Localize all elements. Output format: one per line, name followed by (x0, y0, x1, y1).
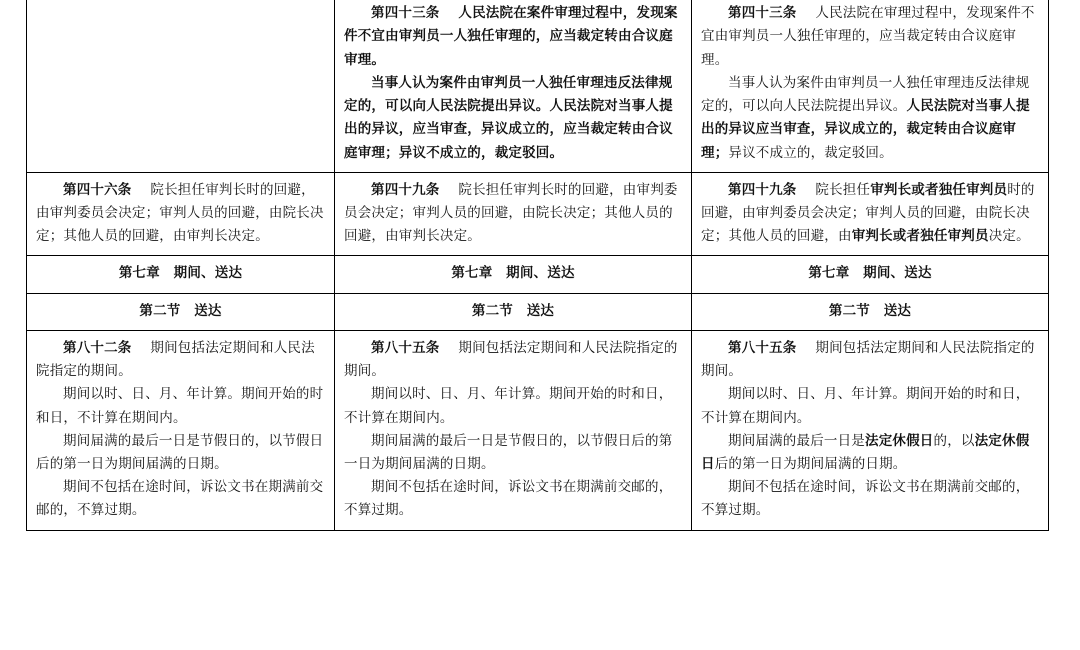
article-body-post: 时的回避，由审判委员会决定；审判人员的回避，由院长决定；其他人员的回避，由 (701, 181, 1035, 244)
table-row (27, 256, 1049, 293)
paragraph-article-85-final-p2: 期间以时、日、月、年计算。期间开始的时和日，不计算在期间内。 (701, 386, 1030, 425)
cell-col3-article-85 (692, 330, 1049, 530)
paragraph-article-82-p4: 期间不包括在途时间，诉讼文书在期满前交邮的，不算过期。 (36, 479, 324, 518)
paragraph-article-43-draft (344, 1, 682, 71)
article-body-emphasis: 人民法院对当事人提出的异议应当审查，异议成立的，裁定转由合议庭审理； (701, 98, 1030, 160)
cell-col2-article-85 (335, 330, 692, 530)
cell-col1-article-46 (27, 172, 335, 256)
article-number: 第八十五条 (371, 339, 440, 355)
table-row (27, 0, 1049, 172)
paragraph-article-43-final-2 (701, 71, 1039, 164)
article-body-emphasis-2: 法定休假日 (701, 432, 1030, 471)
comparison-table (26, 0, 1049, 531)
article-body-post: 后的第一日为期间届满的日期。 (714, 455, 907, 471)
table-row (27, 172, 1049, 256)
article-number: 第八十二条 (63, 339, 132, 355)
table-row (27, 293, 1049, 330)
paragraph-article-85-final-p1 (701, 336, 1039, 382)
article-body-mid: 的，以 (933, 432, 975, 448)
paragraph-article-85-final-p4: 期间不包括在途时间，诉讼文书在期满前交邮的，不算过期。 (701, 479, 1030, 518)
article-body: 院长担任审判长时的回避，由审判委员会决定；审判人员的回避，由院长决定；其他人员的回避，由审判长决定。 (36, 181, 324, 244)
cell-col3-chapter (692, 256, 1049, 293)
cell-col1-article-82 (27, 330, 335, 530)
paragraph-article-82-p3: 期间届满的最后一日是节假日的，以节假日后的第一日为期间届满的日期。 (36, 432, 324, 471)
cell-col1-article-43-empty (27, 0, 335, 172)
article-body-emphasis: 法定休假日 (865, 432, 934, 448)
article-number: 第四十六条 (63, 181, 132, 197)
article-number: 第八十五条 (728, 339, 797, 355)
article-body: 人民法院在审理过程中，发现案件不宜由审判员一人独任审理的，应当裁定转由合议庭审理。 (701, 5, 1035, 67)
chapter-heading: 第七章 期间、送达 (451, 265, 575, 281)
paragraph-article-85-draft-p2: 期间以时、日、月、年计算。期间开始的时和日，不计算在期间内。 (344, 386, 673, 425)
article-body: 期间包括法定期间和人民法院指定的期间。 (701, 339, 1035, 379)
cell-col1-chapter (27, 256, 335, 293)
cell-col2-chapter (335, 256, 692, 293)
article-body: 期间包括法定期间和人民法院指定的期间。 (36, 339, 315, 379)
article-body: 当事人认为案件由审判员一人独任审理违反法律规定的，可以向人民法院提出异议。人民法院对当事人提出的异议，应当审查，异议成立的，应当裁定转由合议庭审理；异议不成立的，裁定驳回。 (344, 74, 673, 160)
article-number: 第四十九条 (728, 181, 797, 197)
paragraph-article-43-final (701, 1, 1039, 71)
cell-col2-section (335, 293, 692, 330)
paragraph-article-82-p1 (36, 336, 325, 382)
paragraph-article-82-p2: 期间以时、日、月、年计算。期间开始的时和日，不计算在期间内。 (36, 386, 324, 425)
paragraph-article-49-final (701, 178, 1039, 248)
paragraph-article-85-final-p3 (701, 429, 1039, 475)
article-body: 当事人认为案件由审判员一人独任审理违反法律规定的，可以向人民法院提出异议。 (701, 74, 1030, 114)
article-body: 院长担任审判长时的回避，由审判委员会决定；审判人员的回避，由院长决定；其他人员的回避，由审判长决定。 (344, 181, 678, 244)
article-body-pre: 期间届满的最后一日是 (728, 432, 865, 448)
paragraph-article-85-draft-p3: 期间届满的最后一日是节假日的，以节假日后的第一日为期间届满的日期。 (344, 432, 673, 471)
paragraph-article-85-draft-p1 (344, 336, 682, 382)
table-row (27, 330, 1049, 530)
article-body: 期间包括法定期间和人民法院指定的期间。 (344, 339, 678, 379)
article-number: 第四十三条 (728, 5, 797, 21)
section-heading: 第二节 送达 (471, 302, 555, 318)
article-body-post-2: 决定。 (988, 228, 1030, 244)
paragraph-article-46-old (36, 178, 325, 248)
article-number: 第四十九条 (371, 181, 440, 197)
section-heading: 第二节 送达 (828, 302, 912, 318)
cell-col3-article-49 (692, 172, 1049, 256)
chapter-heading: 第七章 期间、送达 (808, 265, 932, 281)
article-body-pre: 院长担任 (815, 181, 871, 197)
paragraph-article-49-draft (344, 178, 682, 248)
cell-col3-section (692, 293, 1049, 330)
paragraph-article-85-draft-p4: 期间不包括在途时间，诉讼文书在期满前交邮的，不算过期。 (344, 479, 673, 518)
article-body: 人民法院在案件审理过程中，发现案件不宜由审判员一人独任审理的，应当裁定转由合议庭审理。 (344, 5, 678, 67)
paragraph-article-43-draft-2 (344, 71, 682, 164)
cell-col2-article-43 (335, 0, 692, 172)
cell-col3-article-43 (692, 0, 1049, 172)
article-body-emphasis: 审判长或者独任审判员 (870, 181, 1008, 197)
article-body-tail: 异议不成立的，裁定驳回。 (728, 144, 893, 160)
article-number: 第四十三条 (371, 5, 440, 21)
section-heading: 第二节 送达 (139, 302, 222, 318)
chapter-heading: 第七章 期间、送达 (118, 265, 243, 281)
cell-col1-section (27, 293, 335, 330)
cell-col2-article-49 (335, 172, 692, 256)
article-body-emphasis-2: 审判长或者独任审判员 (851, 228, 989, 244)
